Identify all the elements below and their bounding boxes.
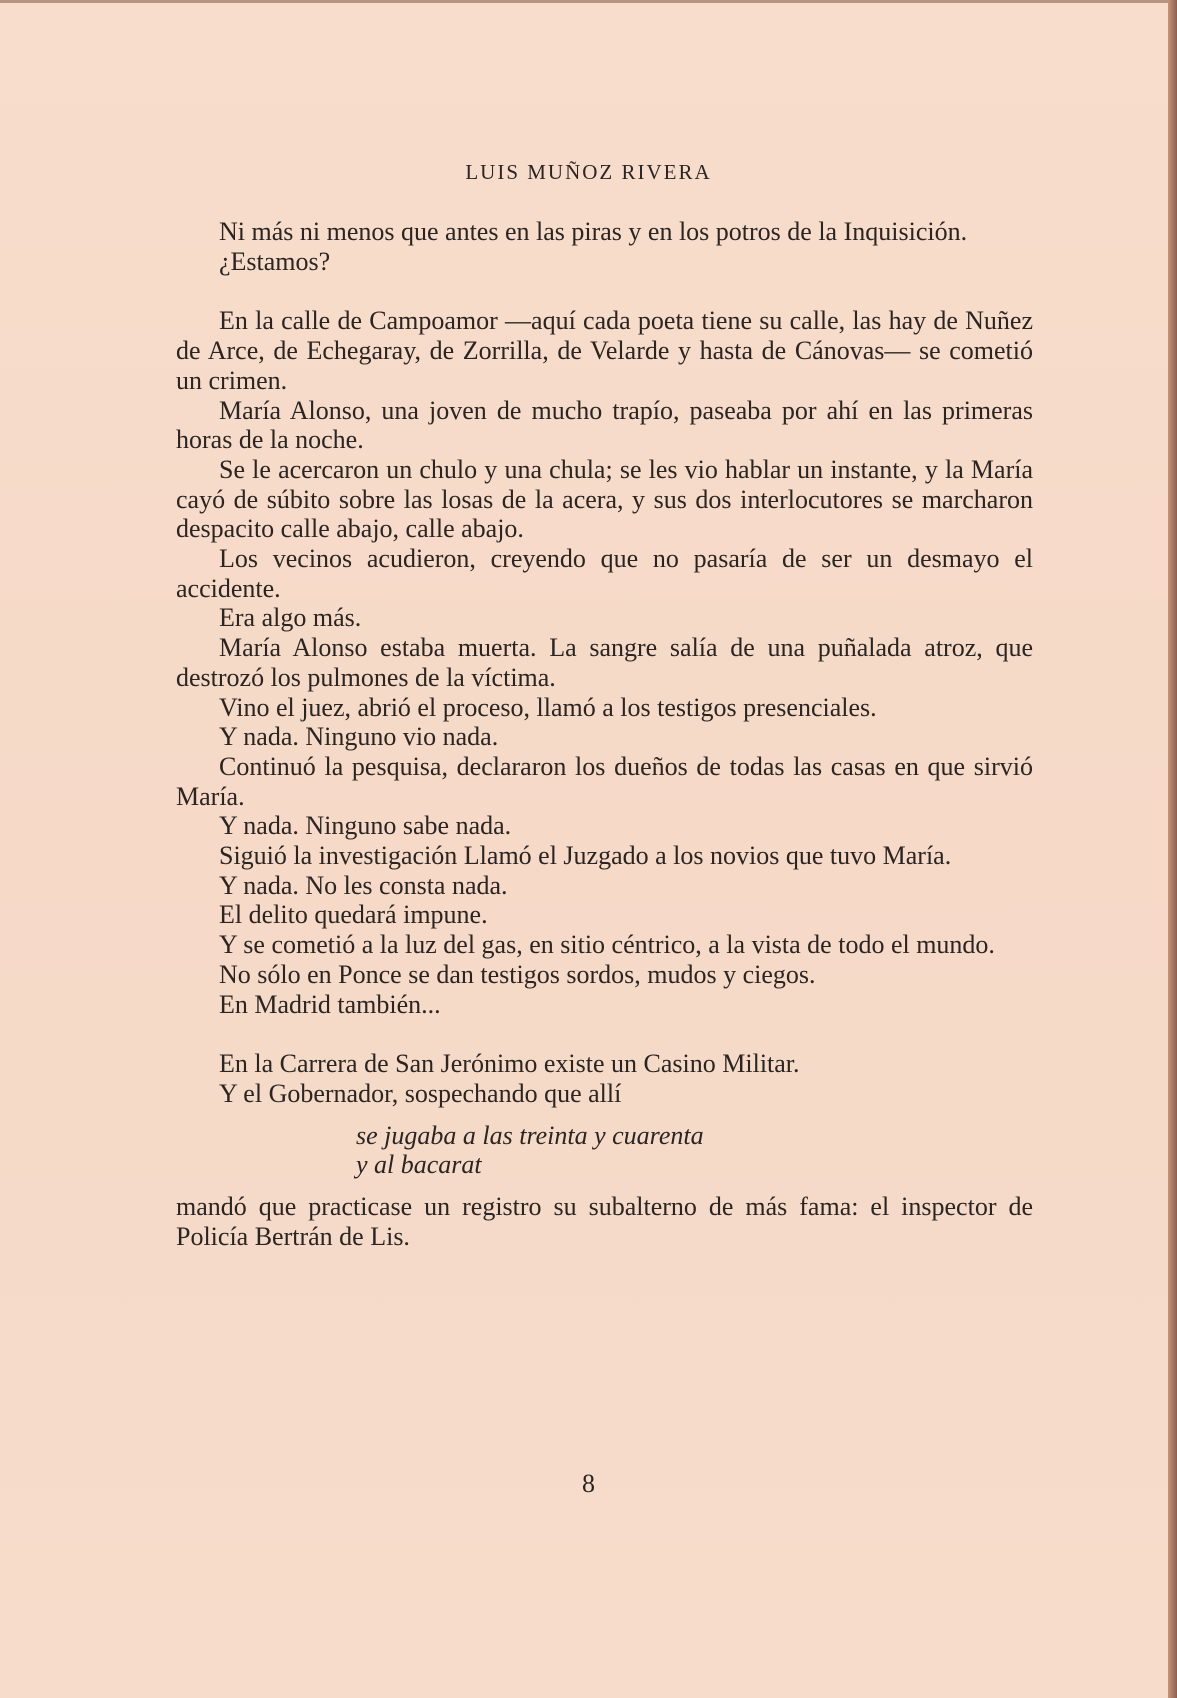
paragraph: En Madrid también...	[219, 989, 441, 1019]
paragraph: María Alonso, una joven de mucho trapío, paseaba por ahí en las primeras horas de la noche.	[176, 395, 1033, 455]
page-number: 8	[582, 1469, 595, 1498]
verse-line: se jugaba a las treinta y cuarenta	[356, 1120, 704, 1150]
verse-line: y al bacarat	[356, 1150, 482, 1180]
paragraph: Siguió la investigación Llamó el Juzgado a los novios que tuvo María.	[219, 841, 952, 871]
section-break	[176, 276, 1033, 306]
paragraph: No sólo en Ponce se dan testigos sordos, mudos y ciegos.	[219, 959, 816, 989]
paragraph: Continuó la pesquisa, declararon los dueños de todas las casas en que sirvió María.	[176, 751, 1033, 811]
paragraph: ¿Estamos?	[219, 246, 331, 276]
paragraph: En la Carrera de San Jerónimo existe un Casino Militar.	[219, 1049, 800, 1079]
paragraph: Y se cometió a la luz del gas, en sitio céntrico, a la vista de todo el mundo.	[219, 930, 995, 960]
paragraph-block	[176, 1049, 1033, 1108]
paragraph-block	[176, 217, 1033, 276]
paragraph: María Alonso estaba muerta. La sangre salía de una puñalada atroz, que destrozó los pulmones de la víctima.	[176, 633, 1033, 692]
section-break	[176, 1019, 1033, 1049]
paragraph: Y nada. Ninguno vio nada.	[219, 722, 499, 752]
page-right-edge	[1168, 0, 1177, 1698]
paragraph: En la calle de Campoamor —aquí cada poeta tiene su calle, las hay de Nuñez de Arce, de Echegaray, de Zorrilla, de Velarde y hasta de Cánovas— se cometió un crimen.	[176, 306, 1033, 395]
paragraph: mandó que practicase un registro su subalterno de más fama: el inspector de Policía Bertrán de Lis.	[176, 1192, 1033, 1251]
paragraph: Era algo más.	[219, 603, 362, 633]
paragraph-block	[176, 1192, 1033, 1251]
paragraph: Y nada. No les consta nada.	[219, 870, 508, 900]
page-top-edge	[0, 0, 1177, 3]
paragraph: Se le acercaron un chulo y una chula; se les vio hablar un instante, y la María cayó de súbito sobre las losas de la acera, y sus dos interlocutores se marcharon despacito calle abajo, calle abajo.	[176, 454, 1033, 544]
running-header: LUIS MUÑOZ RIVERA	[465, 160, 712, 184]
paragraph: Y nada. Ninguno sabe nada.	[219, 811, 512, 841]
verse-quote	[356, 1121, 1033, 1180]
paragraph: Y el Gobernador, sospechando que allí	[219, 1078, 622, 1108]
paragraph: Vino el juez, abrió el proceso, llamó a los testigos presenciales.	[219, 692, 877, 722]
paragraph-block	[176, 306, 1033, 1019]
paragraph: El delito quedará impune.	[219, 900, 488, 930]
paragraph: Ni más ni menos que antes en las piras y en los potros de la Inquisición.	[219, 217, 968, 246]
body-text	[176, 217, 1033, 1251]
paragraph: Los vecinos acudieron, creyendo que no pasaría de ser un desmayo el accidente.	[176, 544, 1033, 603]
